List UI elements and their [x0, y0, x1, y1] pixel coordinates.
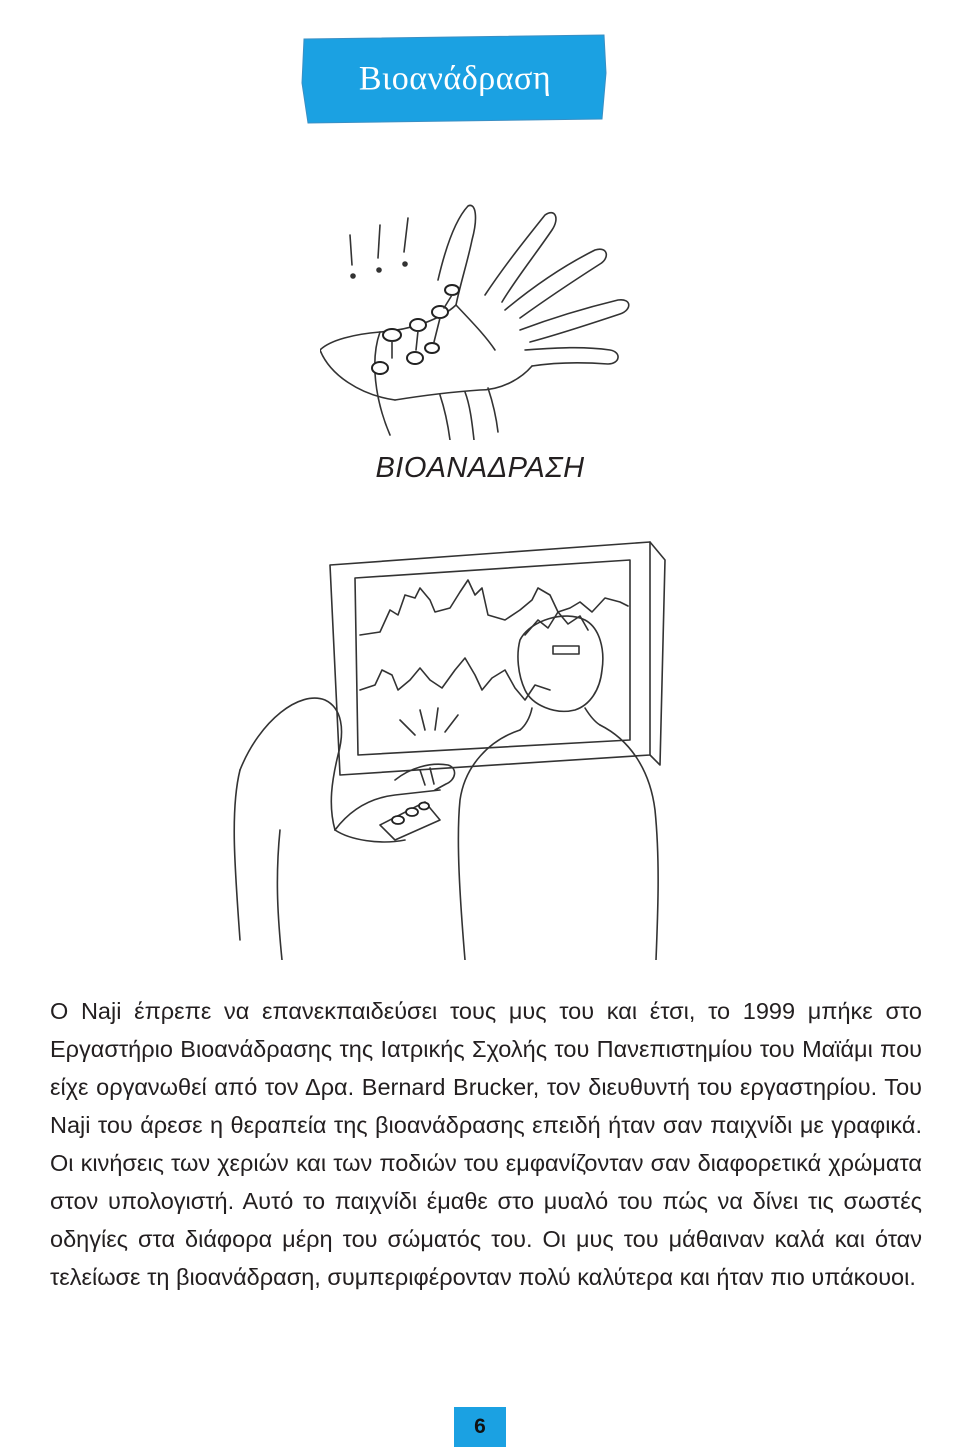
- hand-with-sensors-drawing: [320, 200, 650, 440]
- page-title: Βιοανάδραση: [358, 60, 552, 97]
- illustration-caption: ΒΙΟΑΝΑΔΡΑΣΗ: [375, 452, 585, 484]
- page-number: 6: [454, 1407, 506, 1447]
- biofeedback-session-drawing: [220, 540, 670, 960]
- body-paragraph: Ο Naji έπρεπε να επανεκπαιδεύσει τους μυς του και έτσι, το 1999 μπήκε στο Εργαστήριο Βιοανάδρασης της Ιατρικής Σχολής του Πανεπιστημίου του Μαϊάμι που είχε οργανωθεί από τον Δρα. Bernard Brucker, τον διευθυντή του εργαστηρίου. Του Naji του άρεσε η θεραπεία της βιοανάδρασης επειδή ήταν σαν παιχνίδι με γραφικά. Οι κινήσεις των χεριών και των ποδιών του εμφανίζονταν σαν διαφορετικά χρώματα στον υπολογιστή. Αυτό το παιχνίδι έμαθε στο μυαλό του πώς να δίνει τις σωστές οδηγίες στα διάφορα μέρη του σώματός του. Οι μυς του μάθαιναν καλά και όταν τελείωσε τη βιοανάδραση, συμπεριφέρονταν πολύ καλύτερα και ήταν πιο υπάκουοι.: [50, 998, 922, 1290]
- title-banner: [300, 33, 610, 125]
